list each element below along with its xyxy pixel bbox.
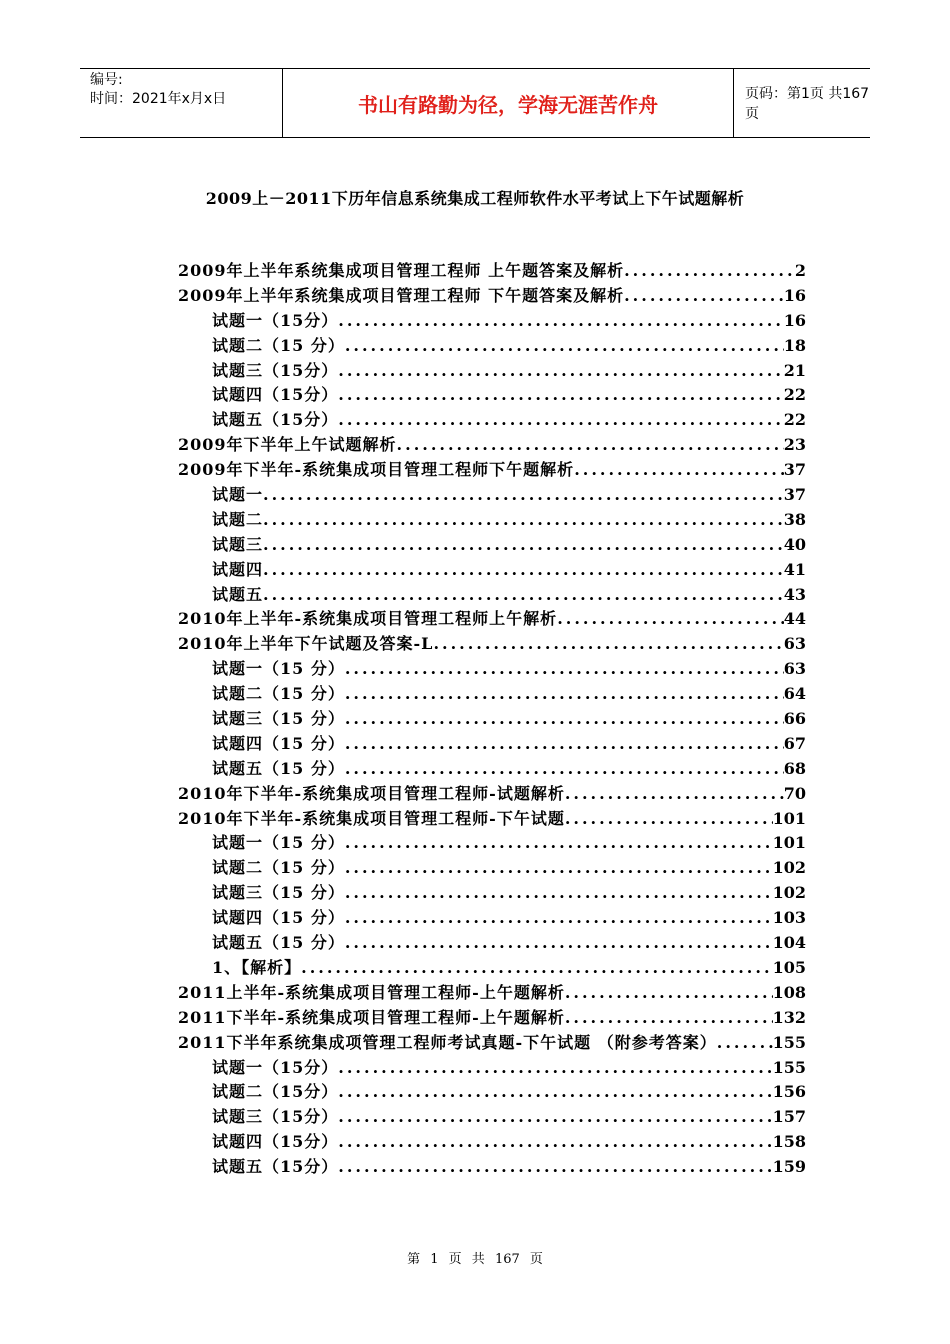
toc-entry-label: 试题二（15分） bbox=[212, 1082, 339, 1102]
toc-entry-label: 试题一（15 分） bbox=[212, 659, 345, 679]
footer-total-prefix: 共 bbox=[471, 1252, 485, 1267]
toc-entry[interactable] bbox=[178, 308, 806, 333]
toc-dot-leader bbox=[301, 958, 772, 977]
toc-entry-page: 18 bbox=[783, 335, 806, 355]
toc-dot-leader bbox=[557, 609, 784, 628]
toc-entry-label: 2009年下半年-系统集成项目管理工程师下午题解析 bbox=[178, 460, 575, 480]
toc-entry-page: 158 bbox=[772, 1132, 806, 1152]
header-motto: 书山有路勤为径，学海无涯苦作舟 bbox=[283, 69, 734, 137]
toc-entry-label: 试题一（15分） bbox=[212, 1057, 339, 1077]
toc-entry[interactable] bbox=[178, 432, 806, 457]
toc-entry[interactable] bbox=[178, 333, 806, 358]
toc-dot-leader bbox=[263, 485, 784, 504]
toc-entry-label: 2010年上半年-系统集成项目管理工程师上午解析 bbox=[178, 609, 558, 629]
toc-entry[interactable] bbox=[178, 258, 806, 283]
toc-entry-label: 2009年上半年系统集成项目管理工程师 下午题答案及解析 bbox=[178, 285, 625, 305]
toc-entry-label: 试题五（15分） bbox=[212, 1157, 339, 1177]
header-number-label: 编号: bbox=[90, 72, 123, 88]
toc-entry-page: 63 bbox=[783, 634, 806, 654]
toc-entry-page: 64 bbox=[783, 684, 806, 704]
toc-dot-leader bbox=[338, 1058, 772, 1077]
toc-entry-label: 2010年上半年下午试题及答案-L bbox=[178, 634, 434, 654]
toc-dot-leader bbox=[345, 833, 773, 852]
toc-entry[interactable] bbox=[178, 656, 806, 681]
toc-entry-label: 2011上半年-系统集成项目管理工程师-上午题解析 bbox=[178, 982, 565, 1002]
toc-entry-label: 2011下半年系统集成项管理工程师考试真题-下午试题 （附参考答案） bbox=[178, 1032, 717, 1052]
toc-dot-leader bbox=[338, 1107, 772, 1126]
toc-entry-page: 101 bbox=[772, 808, 806, 828]
toc-entry-page: 67 bbox=[783, 733, 806, 753]
page-header bbox=[80, 68, 870, 138]
toc-entry[interactable] bbox=[178, 283, 806, 308]
toc-dot-leader bbox=[624, 286, 784, 305]
toc-dot-leader bbox=[345, 734, 784, 753]
toc-entry-page: 157 bbox=[772, 1107, 806, 1127]
toc-dot-leader bbox=[338, 1157, 772, 1176]
toc-entry-page: 103 bbox=[772, 908, 806, 928]
toc-entry[interactable] bbox=[178, 582, 806, 607]
toc-dot-leader bbox=[338, 361, 783, 380]
toc-dot-leader bbox=[565, 809, 773, 828]
toc-entry-page: 70 bbox=[783, 783, 806, 803]
toc-entry-page: 102 bbox=[772, 883, 806, 903]
toc-entry-label: 2010年下半年-系统集成项目管理工程师-下午试题 bbox=[178, 808, 565, 828]
toc-dot-leader bbox=[263, 560, 784, 579]
toc-entry-page: 108 bbox=[772, 982, 806, 1002]
toc-entry-page: 104 bbox=[772, 933, 806, 953]
toc-entry-label: 试题二 bbox=[212, 509, 264, 529]
toc-entry[interactable] bbox=[178, 955, 806, 980]
toc-dot-leader bbox=[345, 933, 773, 952]
toc-entry-page: 22 bbox=[783, 410, 806, 430]
toc-dot-leader bbox=[717, 1033, 773, 1052]
toc-entry[interactable] bbox=[178, 806, 806, 831]
header-page-info: 页码：第1页 共167页 bbox=[745, 86, 870, 122]
toc-entry[interactable] bbox=[178, 358, 806, 383]
footer-total-pages: 167 bbox=[494, 1252, 520, 1267]
toc-entry[interactable] bbox=[178, 1005, 806, 1030]
toc-dot-leader bbox=[624, 261, 795, 280]
toc-dot-leader bbox=[345, 883, 773, 902]
toc-entry-page: 16 bbox=[783, 285, 806, 305]
toc-entry-page: 105 bbox=[772, 957, 806, 977]
toc-entry-label: 2010年下半年-系统集成项目管理工程师-试题解析 bbox=[178, 783, 565, 803]
toc-entry-label: 试题三（15 分） bbox=[212, 709, 345, 729]
footer-page-unit: 页 bbox=[448, 1252, 462, 1267]
footer-total-unit: 页 bbox=[529, 1252, 543, 1267]
toc-dot-leader bbox=[565, 1008, 773, 1027]
toc-entry-label: 试题四 bbox=[212, 559, 264, 579]
toc-dot-leader bbox=[345, 709, 784, 728]
toc-entry-page: 37 bbox=[783, 485, 806, 505]
toc-entry[interactable] bbox=[178, 532, 806, 557]
footer-page-number: 1 bbox=[430, 1252, 439, 1267]
toc-dot-leader bbox=[565, 784, 784, 803]
toc-entry[interactable] bbox=[178, 507, 806, 532]
header-date-label: 时间：2021年x月x日 bbox=[90, 91, 227, 107]
toc-entry-label: 试题四（15分） bbox=[212, 1132, 339, 1152]
toc-entry[interactable] bbox=[178, 1030, 806, 1055]
toc-entry-page: 21 bbox=[783, 360, 806, 380]
toc-entry-label: 试题四（15 分） bbox=[212, 908, 345, 928]
toc-dot-leader bbox=[345, 858, 773, 877]
toc-dot-leader bbox=[263, 585, 784, 604]
toc-entry[interactable] bbox=[178, 930, 806, 955]
toc-entry-label: 2009年上半年系统集成项目管理工程师 上午题答案及解析 bbox=[178, 261, 625, 280]
toc-entry-label: 2009年下半年上午试题解析 bbox=[178, 435, 397, 455]
toc-entry[interactable] bbox=[178, 781, 806, 806]
table-of-contents bbox=[178, 258, 806, 1179]
toc-entry-label: 试题五（15分） bbox=[212, 410, 339, 430]
toc-entry-label: 1、【解析】 bbox=[212, 957, 302, 977]
toc-entry[interactable] bbox=[178, 1129, 806, 1154]
toc-entry-page: 68 bbox=[783, 758, 806, 778]
toc-dot-leader bbox=[345, 908, 773, 927]
toc-entry[interactable] bbox=[178, 905, 806, 930]
toc-entry[interactable] bbox=[178, 407, 806, 432]
toc-dot-leader bbox=[338, 385, 783, 404]
toc-dot-leader bbox=[338, 311, 783, 330]
toc-entry-page: 38 bbox=[783, 509, 806, 529]
toc-dot-leader bbox=[345, 684, 784, 703]
toc-entry-page: 22 bbox=[783, 385, 806, 405]
toc-dot-leader bbox=[565, 983, 773, 1002]
toc-entry-label: 试题四（15分） bbox=[212, 385, 339, 405]
toc-dot-leader bbox=[338, 1082, 772, 1101]
toc-entry-page: 155 bbox=[772, 1032, 806, 1052]
toc-dot-leader bbox=[263, 535, 784, 554]
toc-entry-label: 试题一（15 分） bbox=[212, 833, 345, 853]
toc-entry-page: 155 bbox=[772, 1057, 806, 1077]
toc-entry-label: 试题二（15 分） bbox=[212, 684, 345, 704]
toc-dot-leader bbox=[574, 460, 784, 479]
toc-entry-page: 44 bbox=[783, 609, 806, 629]
toc-entry[interactable] bbox=[178, 1104, 806, 1129]
toc-entry-label: 试题一（15分） bbox=[212, 310, 339, 330]
toc-entry[interactable] bbox=[178, 1154, 806, 1179]
page-footer bbox=[0, 1248, 950, 1267]
toc-entry-page: 66 bbox=[783, 709, 806, 729]
toc-entry-page: 159 bbox=[772, 1157, 806, 1177]
toc-entry[interactable] bbox=[178, 1055, 806, 1080]
toc-entry-page: 43 bbox=[783, 584, 806, 604]
toc-entry-label: 试题一 bbox=[212, 485, 264, 505]
footer-prefix: 第 bbox=[407, 1252, 421, 1267]
toc-entry-label: 试题二（15 分） bbox=[212, 858, 345, 878]
toc-entry-label: 试题五（15 分） bbox=[212, 933, 345, 953]
toc-dot-leader bbox=[345, 759, 784, 778]
toc-entry-label: 试题四（15 分） bbox=[212, 733, 345, 753]
toc-entry[interactable] bbox=[178, 557, 806, 582]
toc-entry[interactable] bbox=[178, 482, 806, 507]
toc-entry-page: 37 bbox=[783, 460, 806, 480]
toc-dot-leader bbox=[338, 1132, 772, 1151]
toc-entry[interactable] bbox=[178, 631, 806, 656]
toc-entry-label: 2011下半年-系统集成项目管理工程师-上午题解析 bbox=[178, 1007, 565, 1027]
toc-entry[interactable] bbox=[178, 855, 806, 880]
header-meta bbox=[80, 69, 283, 137]
toc-entry-page: 102 bbox=[772, 858, 806, 878]
toc-entry-page: 41 bbox=[783, 559, 806, 579]
toc-entry-page: 2 bbox=[794, 261, 806, 280]
toc-entry-label: 试题三（15 分） bbox=[212, 883, 345, 903]
toc-entry[interactable] bbox=[178, 606, 806, 631]
toc-entry[interactable] bbox=[178, 681, 806, 706]
toc-entry[interactable] bbox=[178, 1079, 806, 1104]
toc-entry-label: 试题三 bbox=[212, 534, 264, 554]
toc-dot-leader bbox=[338, 410, 783, 429]
toc-entry-label: 试题三（15分） bbox=[212, 360, 339, 380]
toc-entry-page: 156 bbox=[772, 1082, 806, 1102]
toc-entry[interactable] bbox=[178, 980, 806, 1005]
toc-entry[interactable] bbox=[178, 457, 806, 482]
toc-dot-leader bbox=[345, 659, 784, 678]
toc-entry[interactable] bbox=[178, 706, 806, 731]
toc-entry-page: 16 bbox=[783, 310, 806, 330]
toc-entry-label: 试题二（15 分） bbox=[212, 335, 345, 355]
toc-entry-label: 试题五（15 分） bbox=[212, 758, 345, 778]
toc-entry-page: 101 bbox=[772, 833, 806, 853]
toc-entry-page: 23 bbox=[783, 435, 806, 455]
toc-entry[interactable] bbox=[178, 756, 806, 781]
document-title: 2009上－2011下历年信息系统集成工程师软件水平考试上下午试题解析 bbox=[205, 189, 745, 208]
toc-dot-leader bbox=[345, 336, 784, 355]
toc-entry[interactable] bbox=[178, 382, 806, 407]
toc-entry-page: 40 bbox=[783, 534, 806, 554]
toc-entry[interactable] bbox=[178, 731, 806, 756]
toc-dot-leader bbox=[397, 435, 784, 454]
toc-dot-leader bbox=[263, 510, 784, 529]
toc-entry-label: 试题五 bbox=[212, 584, 264, 604]
toc-entry[interactable] bbox=[178, 880, 806, 905]
toc-entry-label: 试题三（15分） bbox=[212, 1107, 339, 1127]
toc-entry[interactable] bbox=[178, 830, 806, 855]
toc-entry-page: 63 bbox=[783, 659, 806, 679]
toc-entry-page: 132 bbox=[772, 1007, 806, 1027]
toc-dot-leader bbox=[433, 634, 783, 653]
